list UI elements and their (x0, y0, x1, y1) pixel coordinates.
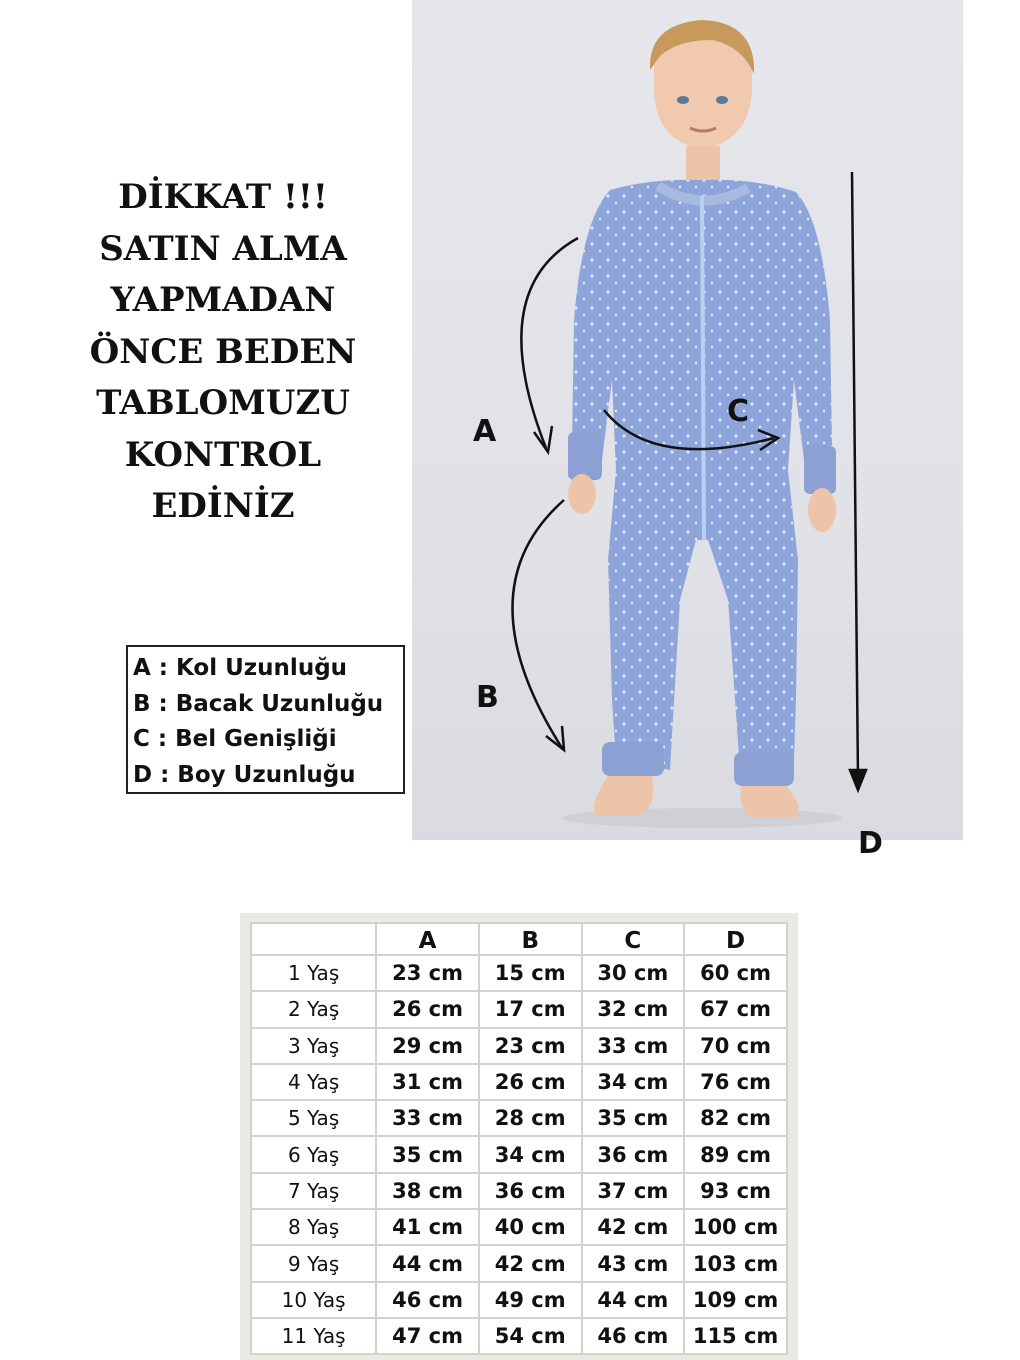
table-row (251, 1136, 787, 1172)
table-header-row (251, 923, 787, 955)
size-table (250, 922, 788, 1355)
d-cell: 70 cm (684, 1028, 787, 1064)
a-cell: 41 cm (376, 1209, 479, 1245)
a-cell: 47 cm (376, 1318, 479, 1354)
age-cell: 3 Yaş (251, 1028, 376, 1064)
b-cell: 42 cm (479, 1245, 582, 1281)
header-a: A (376, 923, 479, 955)
table-row (251, 1028, 787, 1064)
label-c: C (727, 394, 750, 429)
c-cell: 37 cm (582, 1173, 685, 1209)
a-cell: 35 cm (376, 1136, 479, 1172)
age-cell: 9 Yaş (251, 1245, 376, 1281)
age-cell: 10 Yaş (251, 1282, 376, 1318)
c-cell: 33 cm (582, 1028, 685, 1064)
d-cell: 115 cm (684, 1318, 787, 1354)
b-cell: 34 cm (479, 1136, 582, 1172)
warning-line: DİKKAT !!! (118, 177, 328, 217)
legend-item-d: D : Boy Uzunluğu (133, 761, 356, 788)
header-d: D (684, 923, 787, 955)
a-cell: 33 cm (376, 1100, 479, 1136)
d-cell: 76 cm (684, 1064, 787, 1100)
table-row (251, 1173, 787, 1209)
b-cell: 17 cm (479, 991, 582, 1027)
age-cell: 6 Yaş (251, 1136, 376, 1172)
d-cell: 103 cm (684, 1245, 787, 1281)
table-row (251, 1064, 787, 1100)
table-row (251, 1282, 787, 1318)
measurement-legend (126, 645, 405, 794)
b-cell: 15 cm (479, 955, 582, 991)
d-cell: 89 cm (684, 1136, 787, 1172)
age-cell: 1 Yaş (251, 955, 376, 991)
age-cell: 11 Yaş (251, 1318, 376, 1354)
d-cell: 100 cm (684, 1209, 787, 1245)
b-cell: 36 cm (479, 1173, 582, 1209)
d-cell: 67 cm (684, 991, 787, 1027)
table-row (251, 1318, 787, 1354)
c-cell: 43 cm (582, 1245, 685, 1281)
a-cell: 29 cm (376, 1028, 479, 1064)
c-cell: 35 cm (582, 1100, 685, 1136)
warning-heading (60, 172, 386, 533)
table-row (251, 955, 787, 991)
d-cell: 93 cm (684, 1173, 787, 1209)
age-cell: 5 Yaş (251, 1100, 376, 1136)
c-cell: 42 cm (582, 1209, 685, 1245)
header-b: B (479, 923, 582, 955)
size-chart (240, 913, 798, 1360)
warning-line: YAPMADAN (110, 280, 336, 320)
table-row (251, 1245, 787, 1281)
a-cell: 23 cm (376, 955, 479, 991)
b-cell: 23 cm (479, 1028, 582, 1064)
b-cell: 40 cm (479, 1209, 582, 1245)
c-cell: 30 cm (582, 955, 685, 991)
table-row (251, 1209, 787, 1245)
a-cell: 46 cm (376, 1282, 479, 1318)
header-c: C (582, 923, 685, 955)
warning-line: TABLOMUZU (96, 383, 350, 423)
d-cell: 60 cm (684, 955, 787, 991)
label-a: A (473, 414, 497, 449)
legend-item-b: B : Bacak Uzunluğu (133, 690, 384, 717)
d-cell: 82 cm (684, 1100, 787, 1136)
b-cell: 26 cm (479, 1064, 582, 1100)
warning-line: EDİNİZ (151, 486, 295, 526)
c-cell: 46 cm (582, 1318, 685, 1354)
a-cell: 26 cm (376, 991, 479, 1027)
label-b: B (476, 680, 499, 715)
c-cell: 32 cm (582, 991, 685, 1027)
b-cell: 28 cm (479, 1100, 582, 1136)
label-d: D (858, 826, 883, 861)
age-cell: 8 Yaş (251, 1209, 376, 1245)
warning-line: ÖNCE BEDEN (89, 331, 357, 372)
age-cell: 7 Yaş (251, 1173, 376, 1209)
c-cell: 34 cm (582, 1064, 685, 1100)
c-cell: 44 cm (582, 1282, 685, 1318)
table-row (251, 1100, 787, 1136)
a-cell: 31 cm (376, 1064, 479, 1100)
age-cell: 4 Yaş (251, 1064, 376, 1100)
warning-line: SATIN ALMA (99, 228, 347, 269)
header-age (251, 923, 376, 955)
table-row (251, 991, 787, 1027)
legend-item-c: C : Bel Genişliği (133, 726, 337, 752)
age-cell: 2 Yaş (251, 991, 376, 1027)
warning-line: KONTROL (124, 434, 322, 475)
b-cell: 49 cm (479, 1282, 582, 1318)
d-cell: 109 cm (684, 1282, 787, 1318)
c-cell: 36 cm (582, 1136, 685, 1172)
a-cell: 38 cm (376, 1173, 479, 1209)
b-cell: 54 cm (479, 1318, 582, 1354)
legend-item-a: A : Kol Uzunluğu (133, 655, 348, 681)
a-cell: 44 cm (376, 1245, 479, 1281)
